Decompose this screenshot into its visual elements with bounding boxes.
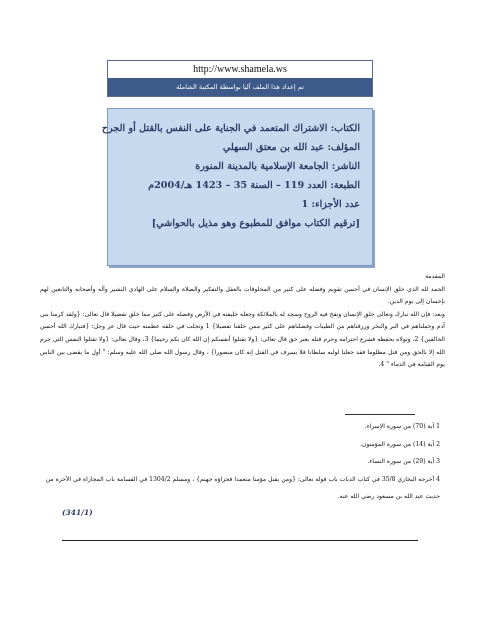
book-author: المؤلف: عبد الله بن معتق السهلي <box>222 142 360 153</box>
body-paragraph: الحمد لله الذي خلق الإنسان في أحسن تقويم وفضله على كثير من المخلوقات بالعقل والتفكير والصلاة والسلام على الهادي البشير وآله وأصحابه والتابعين لهم بإحسان إلى يوم الدين. <box>40 285 445 306</box>
website-url[interactable]: http://www.shamela.ws <box>108 61 372 78</box>
body-paragraph: وبعد: فإن الله تبارك وتعالى خلق الإنسان ونفخ فيه الروح وسجد له بالملائكة وجعله خليفته في الأرض وفضله على كثير مما خلق تفضيلا قال تعالى: {ولقد كرمنا بني آدم وحملناهم في البر والبحر ورزقناهم من الطيبات وفضلناهم على كثير ممن خلقنا تفضيلا} 1 وتجلت في خلقه عظمته حيث قال عز وجل: {فتبارك الله أحسن الخالقين} 2، وتولاه بحفظه فشرع احترامه وحرم قتله بغير حق قال تعالى: {ولا تقتلوا أنفسكم إن الله كان بكم رحيما} 3، وقال تعالى: {ولا تقتلوا النفس التي حرم الله إلا بالحق ومن قتل مظلوما فقد جعلنا لوليه سلطانا فلا يسرف في القتل إنه كان منصورا} ، وقال رسول الله صلى الله عليه وسلم: " أول ما يقضى بين الناس يوم القيامة في الدماء " 4. <box>40 310 445 369</box>
book-publisher: الناشر: الجامعة الإسلامية بالمدينة المنورة <box>195 161 360 172</box>
book-title: الكتاب: الاشتراك المتعمد في الجناية على النفس بالقتل أو الجرح <box>101 123 360 134</box>
footnote: 3 آية (29) من سورة النساء. <box>367 458 440 465</box>
section-heading: المقدمة <box>425 273 445 280</box>
header-box <box>107 60 373 97</box>
footnote: 4 أخرجه البخاري 35/8 في كتاب الديات باب قوله تعالى: {ومن يقتل مؤمنا متعمدا فجزاؤه جهنم} ، ومسلم 1304/2 في القسامة باب المجازاة في الآخرة من حديث عبد الله بن مسعود رضي الله عنه. <box>45 475 440 500</box>
page-bottom-rule <box>62 540 418 541</box>
footnote: 2 آية (14) من سورة المؤمنون. <box>360 440 440 448</box>
body-text <box>40 271 445 372</box>
book-parts: عدد الأجزاء: 1 <box>301 199 360 210</box>
footnote-divider <box>345 414 415 415</box>
credit-bar: تم إعداد هذا الملف آليا بواسطة المكتبة الشاملة <box>108 78 372 96</box>
book-edition: الطبعة: العدد 119 – السنة 35 – 1423 هـ/2004م <box>148 180 360 191</box>
footnotes <box>40 418 440 506</box>
book-numbering-note: [ترقيم الكتاب موافق للمطبوع وهو مذيل بالحواشي] <box>151 218 360 229</box>
book-info-card <box>101 108 373 266</box>
page-number: (341/1) <box>62 508 93 517</box>
footnote: 1 آية (70) من سورة الإسراء. <box>364 423 440 430</box>
